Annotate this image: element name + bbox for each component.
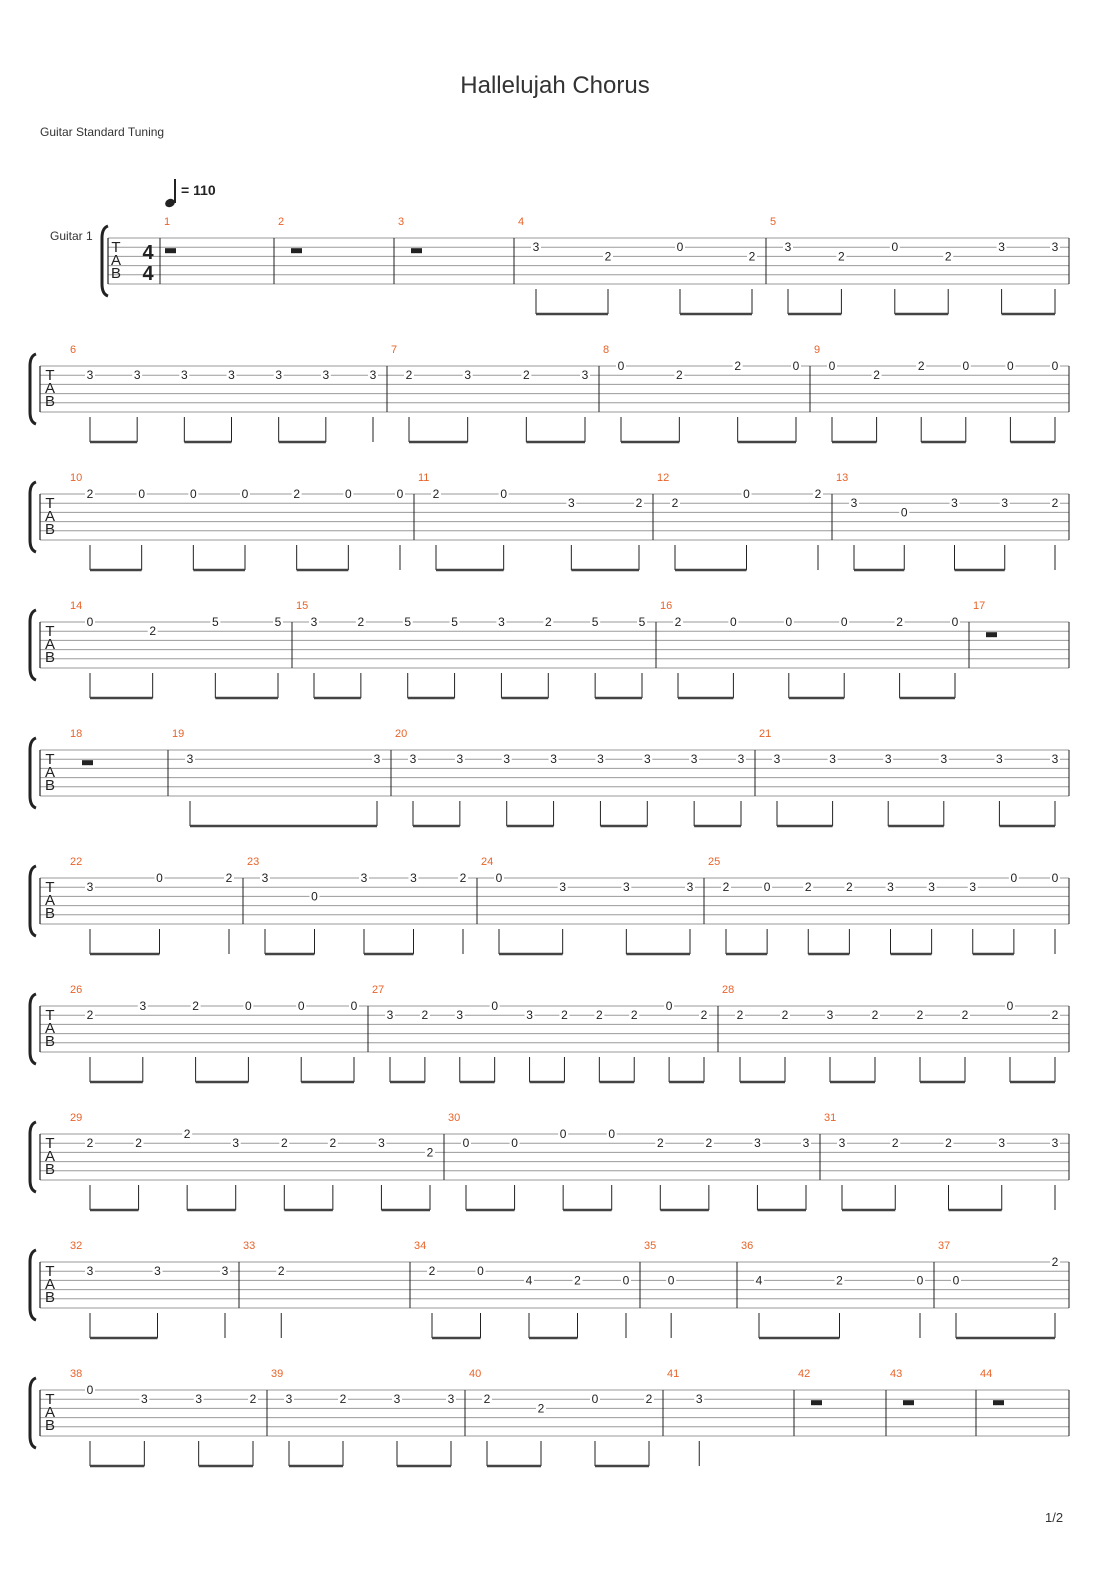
- fret-number: 3: [597, 752, 604, 767]
- fret-number: 2: [722, 880, 730, 895]
- whole-rest: [903, 1400, 914, 1405]
- system-bracket: [30, 610, 36, 680]
- tab-system: [30, 1368, 1069, 1466]
- fret-number: 2: [838, 249, 845, 264]
- tab-clef-letter: A: [110, 252, 122, 269]
- measure-number: 16: [660, 600, 673, 612]
- fret-number: 3: [622, 880, 630, 895]
- tab-clef-letter: T: [45, 623, 55, 640]
- system-bracket: [30, 866, 36, 936]
- fret-number: 0: [676, 240, 684, 255]
- fret-number: 2: [339, 1392, 347, 1407]
- fret-number: 3: [850, 496, 858, 511]
- tab-clef-letter: T: [45, 1007, 55, 1024]
- system-bracket: [30, 1122, 36, 1192]
- tab-clef-letter: T: [45, 367, 55, 384]
- fret-number: 3: [322, 368, 330, 383]
- whole-rest: [82, 760, 93, 765]
- fret-number: 3: [802, 1136, 810, 1151]
- fret-number: 0: [500, 487, 508, 501]
- measure-number: 5: [770, 216, 777, 228]
- measure-number: 31: [824, 1112, 837, 1124]
- fret-number: 0: [900, 505, 908, 520]
- fret-number: 0: [495, 871, 503, 885]
- fret-number: 2: [630, 1008, 638, 1023]
- fret-number: 2: [329, 1136, 337, 1151]
- fret-number: 2: [537, 1401, 545, 1416]
- fret-number: 2: [405, 368, 413, 383]
- tab-clef-letter: T: [45, 1391, 55, 1408]
- fret-number: 2: [1051, 1255, 1059, 1269]
- fret-number: 3: [386, 1008, 394, 1023]
- fret-number: 2: [192, 999, 199, 1013]
- fret-number: 3: [261, 871, 269, 885]
- tab-system: [30, 856, 1069, 954]
- fret-number: 2: [804, 880, 812, 895]
- fret-number: 3: [232, 1136, 240, 1151]
- fret-number: 0: [1051, 359, 1059, 373]
- fret-number: 2: [781, 1008, 789, 1023]
- fret-number: 3: [140, 1392, 148, 1407]
- tab-clef-letter: B: [44, 649, 56, 666]
- fret-number: 5: [274, 615, 282, 629]
- tab-clef-letter: B: [44, 1033, 56, 1050]
- tab-clef-letter: T: [45, 751, 55, 768]
- fret-number: 3: [154, 1264, 161, 1279]
- measure-number: 36: [741, 1240, 754, 1252]
- measure-number: 28: [722, 984, 735, 996]
- measure-number: 1: [164, 216, 171, 228]
- fret-number: 3: [456, 752, 464, 767]
- system-bracket: [30, 354, 36, 424]
- fret-number: 2: [459, 871, 467, 885]
- fret-number: 0: [785, 615, 793, 629]
- tab-clef-letter: B: [44, 521, 56, 538]
- fret-number: 3: [285, 1392, 293, 1407]
- fret-number: 0: [1007, 359, 1014, 373]
- fret-number: 0: [86, 1383, 94, 1397]
- tab-clef-letter: A: [44, 892, 56, 909]
- fret-number: 3: [690, 752, 698, 767]
- fret-number: 0: [608, 1127, 616, 1141]
- fret-number: 3: [228, 368, 235, 383]
- fret-number: 0: [138, 487, 146, 501]
- tab-clef-letter: A: [44, 1020, 56, 1037]
- score-title: Hallelujah Chorus: [460, 72, 650, 99]
- fret-number: 3: [643, 752, 651, 767]
- tab-clef-letter: A: [44, 380, 56, 397]
- fret-number: 0: [396, 487, 404, 501]
- tab-clef-letter: B: [110, 265, 122, 282]
- fret-number: 2: [846, 880, 853, 895]
- tab-system: [30, 472, 1069, 570]
- fret-number: 3: [838, 1136, 846, 1151]
- measure-number: 33: [243, 1240, 256, 1252]
- fret-number: 2: [748, 249, 756, 264]
- fret-number: 2: [293, 487, 301, 501]
- measure-number: 4: [518, 216, 525, 228]
- fret-number: 3: [996, 752, 1003, 767]
- fret-number: 3: [195, 1392, 203, 1407]
- measure-number: 2: [278, 216, 285, 228]
- tab-system: [30, 600, 1069, 698]
- measure-number: 19: [172, 728, 185, 740]
- measure-number: 7: [391, 344, 398, 356]
- fret-number: 3: [1051, 240, 1059, 255]
- tab-clef-letter: T: [45, 879, 55, 896]
- tab-system: [102, 216, 1069, 314]
- fret-number: 0: [665, 999, 673, 1013]
- fret-number: 0: [667, 1273, 675, 1288]
- fret-number: 0: [491, 999, 499, 1013]
- fret-number: 0: [730, 615, 737, 629]
- fret-number: 0: [1010, 871, 1018, 885]
- whole-rest: [993, 1400, 1004, 1405]
- fret-number: 3: [951, 496, 958, 511]
- fret-number: 0: [311, 889, 318, 904]
- fret-number: 2: [944, 249, 952, 264]
- tab-clef-letter: B: [44, 1161, 56, 1178]
- fret-number: 0: [86, 615, 94, 629]
- system-bracket: [102, 226, 108, 296]
- tab-clef-letter: A: [44, 1276, 56, 1293]
- fret-number: 2: [836, 1273, 843, 1288]
- fret-number: 2: [595, 1008, 603, 1023]
- system-bracket: [30, 1378, 36, 1448]
- fret-number: 5: [638, 615, 646, 629]
- fret-number: 3: [1051, 752, 1059, 767]
- fret-number: 0: [477, 1264, 484, 1279]
- measure-number: 10: [70, 472, 83, 484]
- fret-number: 3: [940, 752, 948, 767]
- whole-rest: [411, 248, 422, 253]
- tab-clef-letter: A: [44, 1148, 56, 1165]
- fret-number: 0: [350, 999, 358, 1013]
- tab-clef-letter: T: [45, 1263, 55, 1280]
- fret-number: 3: [884, 752, 892, 767]
- fret-number: 0: [951, 615, 959, 629]
- fret-number: 3: [773, 752, 781, 767]
- fret-number: 2: [1051, 1008, 1059, 1023]
- fret-number: 3: [409, 752, 417, 767]
- fret-number: 3: [550, 752, 557, 767]
- measure-number: 29: [70, 1112, 83, 1124]
- fret-number: 3: [737, 752, 745, 767]
- track-name: Guitar 1: [50, 229, 93, 243]
- fret-number: 2: [249, 1392, 257, 1407]
- fret-number: 3: [969, 880, 977, 895]
- measure-number: 39: [271, 1368, 284, 1380]
- time-signature-top: 4: [142, 242, 154, 264]
- fret-number: 3: [559, 880, 567, 895]
- fret-number: 0: [189, 487, 197, 501]
- measure-number: 40: [469, 1368, 482, 1380]
- fret-number: 2: [916, 1008, 924, 1023]
- fret-number: 2: [522, 368, 530, 383]
- measure-number: 22: [70, 856, 83, 868]
- fret-number: 3: [186, 752, 194, 767]
- fret-number: 2: [225, 871, 233, 885]
- fret-number: 5: [591, 615, 599, 629]
- fret-number: 3: [180, 368, 188, 383]
- system-bracket: [30, 994, 36, 1064]
- fret-number: 3: [1001, 496, 1009, 511]
- fret-number: 0: [591, 1392, 599, 1407]
- fret-number: 0: [962, 359, 970, 373]
- fret-number: 2: [736, 1008, 744, 1023]
- fret-number: 3: [887, 880, 894, 895]
- whole-rest: [291, 248, 302, 253]
- fret-number: 2: [280, 1136, 288, 1151]
- fret-number: 0: [1051, 871, 1059, 885]
- fret-number: 2: [671, 496, 679, 511]
- fret-number: 3: [998, 240, 1005, 255]
- fret-number: 2: [426, 1145, 434, 1160]
- measure-number: 20: [395, 728, 408, 740]
- tab-clef-letter: T: [45, 495, 55, 512]
- tab-clef-letter: A: [44, 764, 56, 781]
- fret-number: 3: [139, 999, 147, 1013]
- measure-number: 8: [603, 344, 610, 356]
- fret-number: 3: [686, 880, 694, 895]
- measure-number: 12: [657, 472, 670, 484]
- measure-number: 42: [798, 1368, 811, 1380]
- measure-number: 14: [70, 600, 83, 612]
- whole-rest: [811, 1400, 822, 1405]
- fret-number: 2: [432, 487, 440, 501]
- fret-number: 0: [297, 999, 305, 1013]
- fret-number: 5: [211, 615, 219, 629]
- measure-number: 34: [414, 1240, 427, 1252]
- system-bracket: [30, 1250, 36, 1320]
- measure-number: 18: [70, 728, 83, 740]
- tab-system: [30, 728, 1069, 826]
- measure-number: 15: [296, 600, 309, 612]
- fret-number: 0: [916, 1273, 924, 1288]
- fret-number: 2: [561, 1008, 568, 1023]
- fret-number: 5: [404, 615, 412, 629]
- tab-clef-letter: B: [44, 393, 56, 410]
- fret-number: 3: [532, 240, 540, 255]
- measure-number: 25: [708, 856, 721, 868]
- measure-number: 3: [398, 216, 405, 228]
- fret-number: 2: [86, 1136, 94, 1151]
- tab-clef-letter: B: [44, 905, 56, 922]
- fret-number: 0: [952, 1273, 960, 1288]
- fret-number: 3: [456, 1008, 464, 1023]
- fret-number: 2: [674, 615, 682, 629]
- fret-number: 0: [245, 999, 252, 1013]
- measure-number: 32: [70, 1240, 83, 1252]
- fret-number: 2: [961, 1008, 969, 1023]
- fret-number: 2: [149, 624, 157, 639]
- fret-number: 2: [357, 615, 365, 629]
- tab-system: [30, 344, 1069, 442]
- fret-number: 2: [604, 249, 612, 264]
- fret-number: 3: [503, 752, 511, 767]
- measure-number: 17: [973, 600, 986, 612]
- fret-number: 3: [928, 880, 935, 895]
- fret-number: 3: [498, 615, 505, 629]
- fret-number: 2: [945, 1136, 952, 1151]
- fret-number: 0: [622, 1273, 630, 1288]
- fret-number: 2: [873, 368, 880, 383]
- tuning-label: Guitar Standard Tuning: [40, 125, 165, 139]
- fret-number: 0: [462, 1136, 470, 1151]
- fret-number: 3: [464, 368, 472, 383]
- fret-number: 3: [998, 1136, 1006, 1151]
- measure-number: 23: [247, 856, 260, 868]
- tab-system: [30, 1112, 1069, 1210]
- tab-clef-letter: B: [44, 1417, 56, 1434]
- tab-clef-letter: B: [44, 777, 56, 794]
- fret-number: 2: [86, 1008, 94, 1023]
- fret-number: 2: [645, 1392, 653, 1407]
- tab-clef-letter: A: [44, 508, 56, 525]
- fret-number: 3: [393, 1392, 401, 1407]
- fret-number: 3: [275, 368, 283, 383]
- tab-clef-letter: A: [44, 636, 56, 653]
- fret-number: 0: [617, 359, 625, 373]
- fret-number: 2: [675, 368, 683, 383]
- measure-number: 11: [418, 472, 430, 484]
- measure-number: 26: [70, 984, 83, 996]
- fret-number: 0: [156, 871, 163, 885]
- fret-number: 0: [344, 487, 352, 501]
- measure-number: 41: [667, 1368, 680, 1380]
- measure-number: 30: [448, 1112, 461, 1124]
- fret-number: 0: [891, 240, 899, 255]
- fret-number: 3: [221, 1264, 229, 1279]
- fret-number: 2: [734, 359, 742, 373]
- fret-number: 0: [828, 359, 836, 373]
- fret-number: 3: [369, 368, 377, 383]
- tab-clef-letter: T: [111, 239, 121, 256]
- fret-number: 3: [86, 880, 94, 895]
- fret-number: 2: [814, 487, 822, 501]
- page-number: 1/2: [1045, 1510, 1064, 1525]
- measure-number: 24: [481, 856, 494, 868]
- measure-number: 43: [890, 1368, 903, 1380]
- tab-system: [30, 1240, 1069, 1338]
- fret-number: 2: [183, 1127, 191, 1141]
- fret-number: 2: [483, 1392, 491, 1407]
- tab-system: [30, 984, 1069, 1082]
- fret-number: 3: [86, 1264, 94, 1279]
- measure-number: 37: [938, 1240, 951, 1252]
- fret-number: 5: [451, 615, 458, 629]
- fret-number: 3: [360, 871, 368, 885]
- measure-number: 38: [70, 1368, 83, 1380]
- measure-number: 9: [814, 344, 821, 356]
- fret-number: 2: [871, 1008, 879, 1023]
- measure-number: 35: [644, 1240, 657, 1252]
- fret-number: 2: [428, 1264, 436, 1279]
- fret-number: 0: [1006, 999, 1014, 1013]
- measure-number: 6: [70, 344, 77, 356]
- fret-number: 0: [792, 359, 800, 373]
- fret-number: 3: [526, 1008, 533, 1023]
- fret-number: 3: [378, 1136, 385, 1151]
- fret-number: 2: [656, 1136, 664, 1151]
- fret-number: 2: [896, 615, 903, 629]
- fret-number: 3: [86, 368, 94, 383]
- fret-number: 2: [135, 1136, 142, 1151]
- fret-number: 2: [277, 1264, 285, 1279]
- fret-number: 0: [511, 1136, 518, 1151]
- fret-number: 3: [829, 752, 836, 767]
- fret-number: 3: [581, 368, 589, 383]
- tempo-value: = 110: [181, 182, 216, 198]
- fret-number: 2: [86, 487, 94, 501]
- fret-number: 2: [1051, 496, 1059, 511]
- measure-number: 27: [372, 984, 385, 996]
- fret-number: 3: [567, 496, 575, 511]
- fret-number: 2: [635, 496, 643, 511]
- measure-number: 21: [759, 728, 772, 740]
- whole-rest: [986, 632, 997, 637]
- fret-number: 2: [705, 1136, 713, 1151]
- fret-number: 0: [743, 487, 750, 501]
- tab-clef-letter: A: [44, 1404, 56, 1421]
- fret-number: 0: [840, 615, 848, 629]
- fret-number: 3: [133, 368, 141, 383]
- fret-number: 4: [525, 1273, 533, 1288]
- measure-number: 44: [980, 1368, 993, 1380]
- fret-number: 3: [695, 1392, 703, 1407]
- fret-number: 2: [421, 1008, 429, 1023]
- fret-number: 0: [763, 880, 771, 895]
- fret-number: 2: [891, 1136, 899, 1151]
- fret-number: 2: [574, 1273, 581, 1288]
- fret-number: 2: [917, 359, 925, 373]
- fret-number: 0: [559, 1127, 567, 1141]
- fret-number: 2: [700, 1008, 708, 1023]
- fret-number: 3: [310, 615, 318, 629]
- system-bracket: [30, 738, 36, 808]
- system-bracket: [30, 482, 36, 552]
- tab-clef-letter: B: [44, 1289, 56, 1306]
- fret-number: 3: [1051, 1136, 1059, 1151]
- fret-number: 2: [544, 615, 552, 629]
- time-signature-bottom: 4: [142, 263, 154, 285]
- fret-number: 4: [755, 1273, 763, 1288]
- measure-number: 13: [836, 472, 849, 484]
- fret-number: 3: [410, 871, 417, 885]
- whole-rest: [165, 248, 176, 253]
- fret-number: 3: [754, 1136, 761, 1151]
- tab-clef-letter: T: [45, 1135, 55, 1152]
- fret-number: 3: [447, 1392, 455, 1407]
- fret-number: 3: [784, 240, 792, 255]
- fret-number: 3: [826, 1008, 834, 1023]
- fret-number: 3: [373, 752, 381, 767]
- fret-number: 0: [241, 487, 249, 501]
